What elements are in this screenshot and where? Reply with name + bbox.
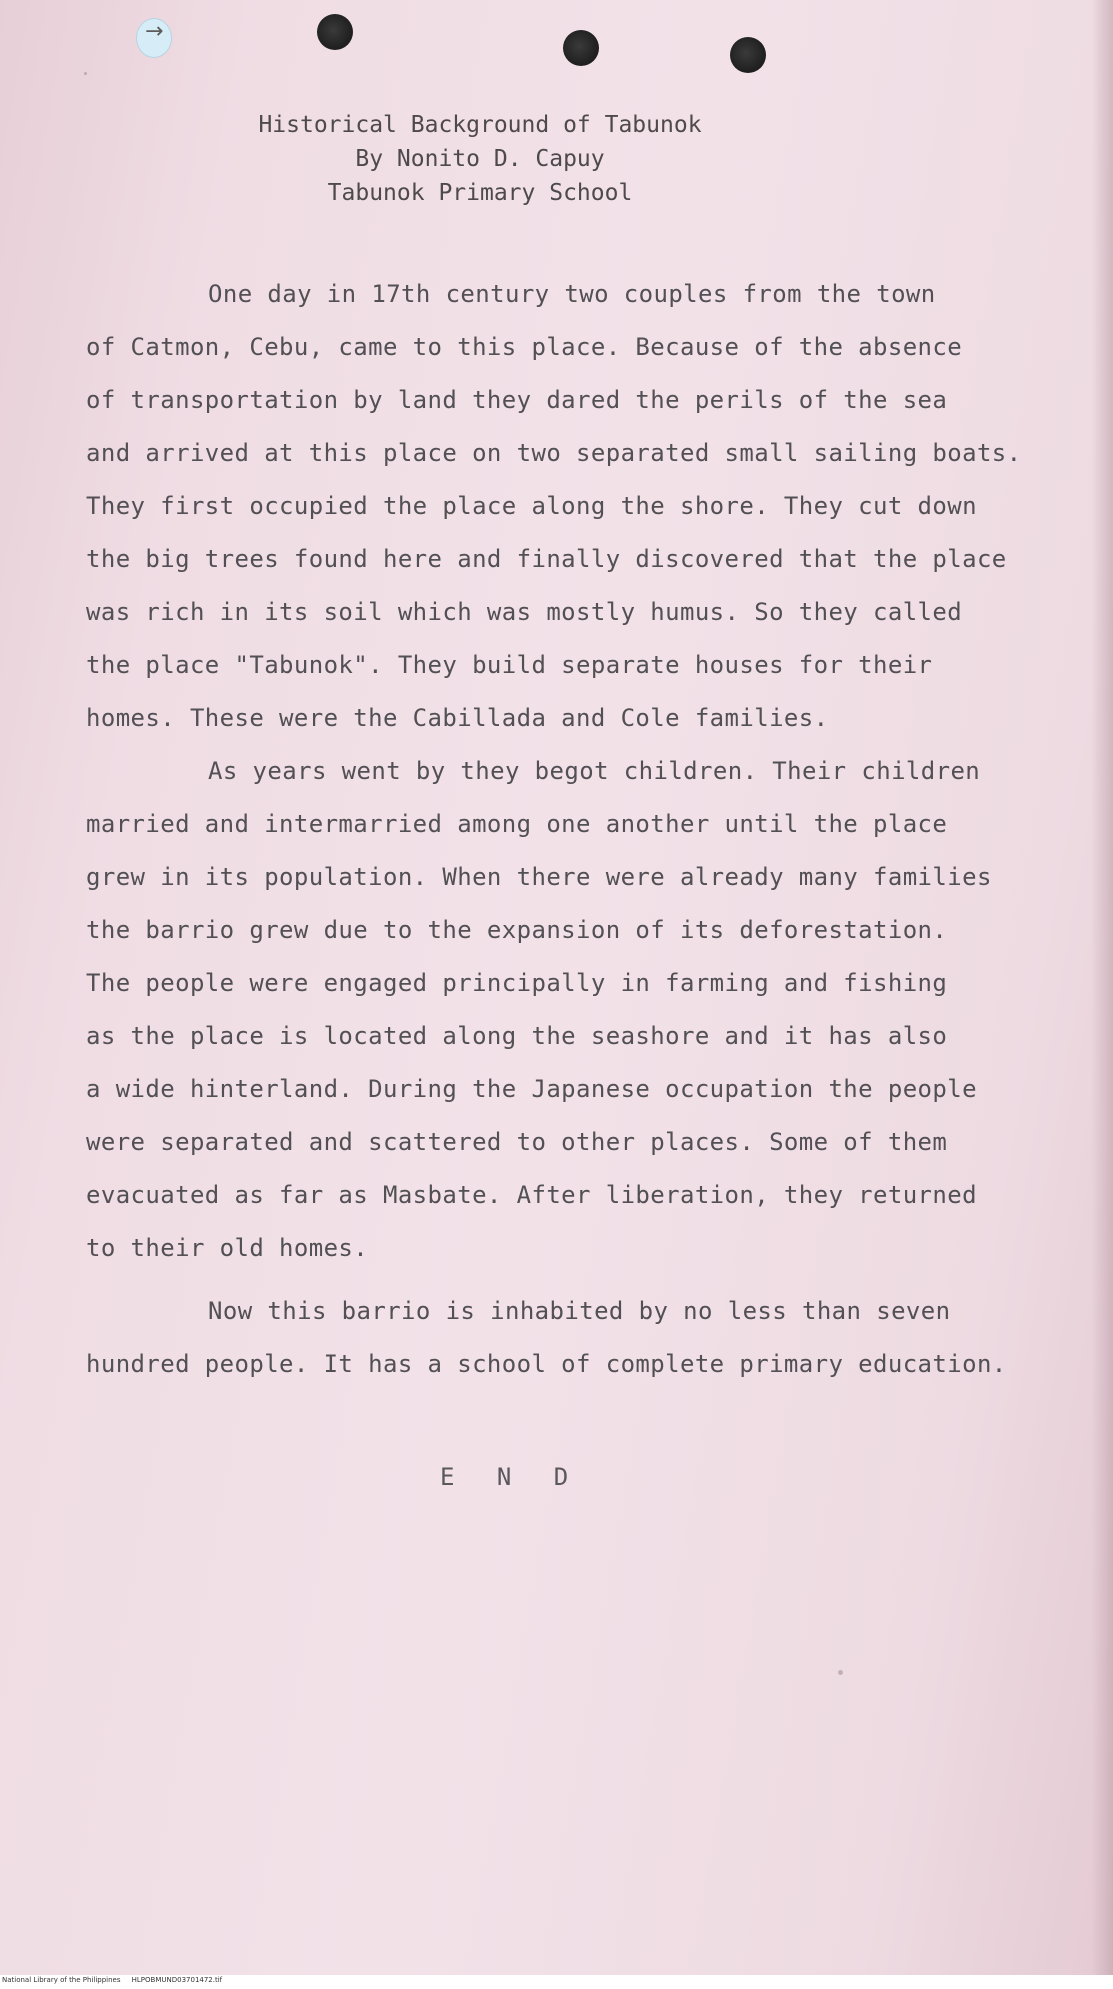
end-mark: E N D: [440, 1463, 583, 1491]
body-line: the place "Tabunok". They build separate houses for their: [86, 651, 933, 679]
body-line: to their old homes.: [86, 1234, 369, 1262]
punch-hole-middle: [563, 30, 599, 66]
body-line: homes. These were the Cabillada and Cole families.: [86, 704, 829, 732]
document-title: Historical Background of Tabunok: [258, 112, 702, 138]
document-school: Tabunok Primary School: [327, 180, 633, 206]
body-line: of transportation by land they dared the perils of the sea: [86, 386, 948, 414]
pencil-mark-icon: →: [145, 19, 164, 44]
body-line: evacuated as far as Masbate. After liberation, they returned: [86, 1181, 977, 1209]
body-line: grew in its population. When there were already many families: [86, 863, 992, 891]
punch-hole-left: [317, 14, 353, 50]
body-line: married and intermarried among one another until the place: [86, 810, 948, 838]
body-line: Now this barrio is inhabited by no less than seven: [208, 1297, 951, 1325]
body-line: of Catmon, Cebu, came to this place. Because of the absence: [86, 333, 963, 361]
scan-footer: [0, 1975, 1113, 1989]
body-line: The people were engaged principally in farming and fishing: [86, 969, 948, 997]
document-author: By Nonito D. Capuy: [355, 146, 605, 172]
body-line: a wide hinterland. During the Japanese occupation the people: [86, 1075, 977, 1103]
body-line: One day in 17th century two couples from the town: [208, 280, 936, 308]
body-line: As years went by they begot children. Their children: [208, 757, 981, 785]
paper-speck: [838, 1670, 843, 1675]
body-line: and arrived at this place on two separated small sailing boats.: [86, 439, 1022, 467]
body-line: was rich in its soil which was mostly humus. So they called: [86, 598, 963, 626]
body-line: the barrio grew due to the expansion of its deforestation.: [86, 916, 948, 944]
paper-speck: [84, 72, 87, 75]
body-line: the big trees found here and finally discovered that the place: [86, 545, 1007, 573]
footer-source: National Library of the Philippines HLPOBMUND03701472.tif: [2, 1976, 223, 1984]
punch-hole-right: [730, 37, 766, 73]
body-line: as the place is located along the seashore and it has also: [86, 1022, 948, 1050]
body-line: hundred people. It has a school of complete primary education.: [86, 1350, 1007, 1378]
archive-sticker: [136, 18, 172, 58]
body-line: were separated and scattered to other places. Some of them: [86, 1128, 948, 1156]
body-line: They first occupied the place along the shore. They cut down: [86, 492, 977, 520]
